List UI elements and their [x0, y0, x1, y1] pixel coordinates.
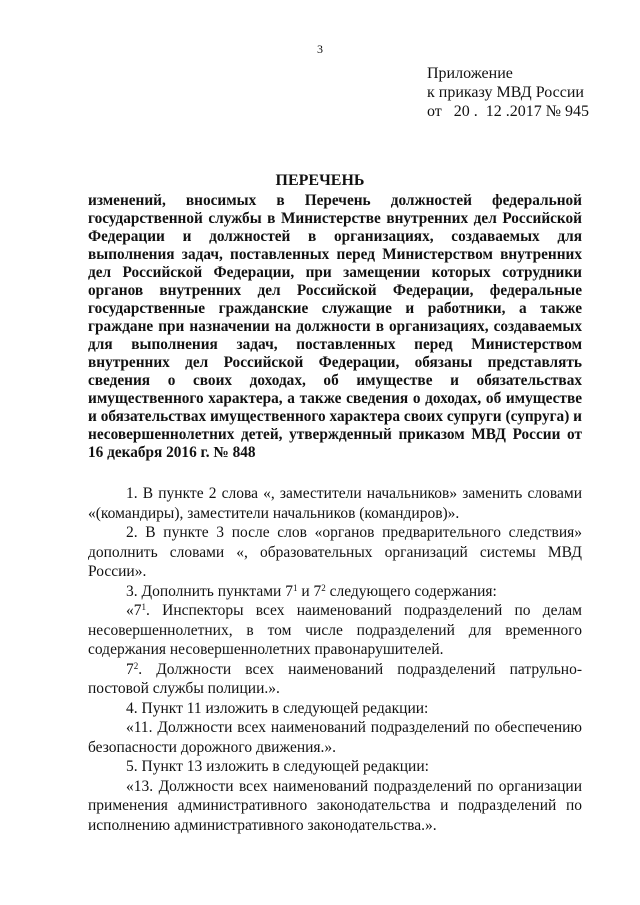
document-title: ПЕРЕЧЕНЬ — [275, 172, 365, 189]
document-body — [88, 484, 582, 835]
item-5: 5. Пункт 13 изложить в следующей редакции: — [126, 758, 429, 775]
item-7-2 — [88, 660, 582, 699]
item-7-1-text: . Инспекторы всех наименований подразделений по делам несовершеннолетних, в том числе подразделений для временного содержания несовершеннолетних правонарушителей. — [88, 602, 582, 658]
item-4: 4. Пункт 11 изложить в следующей редакции: — [126, 699, 429, 717]
appendix-block — [427, 64, 589, 121]
item-7-1-prefix: «7 — [126, 602, 142, 619]
item-7-2-text: . Должности всех наименований подразделений патрульно-постовой службы полиции.». — [88, 660, 582, 697]
item-4-text: «11. Должности всех наименований подразделений по обеспечению безопасности дорожного движения.». — [88, 719, 582, 756]
item-2: 2. В пункте 3 после слов «органов предварительного следствия» дополнить словами «, образовательных организаций системы МВД России». — [88, 524, 582, 580]
page-number: 3 — [317, 42, 323, 56]
item-3-text-a: 3. Дополнить пунктами 7 — [126, 582, 293, 600]
appendix-order-ref: к приказу МВД России — [427, 84, 584, 101]
item-1: 1. В пункте 2 слова «, заместители начальников» заменить словами «(командиры), заместители начальников (командиров)». — [88, 485, 582, 522]
item-3-sup-1: 1 — [292, 582, 298, 593]
item-3-text-b: и 7 — [297, 582, 322, 600]
appendix-label: Приложение — [427, 65, 513, 82]
item-7-2-sup: 2 — [133, 660, 139, 671]
item-3 — [88, 582, 582, 602]
item-3-text-c: следующего содержания: — [325, 582, 497, 600]
item-7-1-sup: 1 — [141, 602, 146, 612]
item-3-sup-2: 2 — [321, 582, 326, 593]
appendix-order-date-number: от 20 . 12 .2017 № 945 — [427, 103, 590, 120]
item-7-1 — [88, 601, 582, 660]
item-7-2-prefix: 7 — [126, 660, 134, 678]
item-5-text: «13. Должности всех наименований подразделений по организации применения административного законодательства и подразделений по исполнению административного законодательства.». — [88, 777, 582, 834]
document-heading: изменений, вносимых в Перечень должностей федеральной государственной службы в Министерстве внутренних дел Российской Федерации и должностей в организациях, создаваемых для выполнения задач, поставленных перед Министерством внутренних дел Российской Федерации, при замещении которых сотрудники органов внутренних дел Российской Федерации, федеральные государственные гражданские служащие и работники, а также граждане при назначении на должности в организациях, создаваемых для выполнения задач, поставленных перед Министерством внутренних дел Российской Федерации, обязаны представлять сведения о своих доходах, об имуществе и обязательствах имущественного характера, а также сведения о доходах, об имуществе и обязательствах имущественного характера своих супруги (супруга) и несовершеннолетних детей, утвержденный приказом МВД России от 16 декабря 2016 г. № 848 — [88, 192, 582, 461]
